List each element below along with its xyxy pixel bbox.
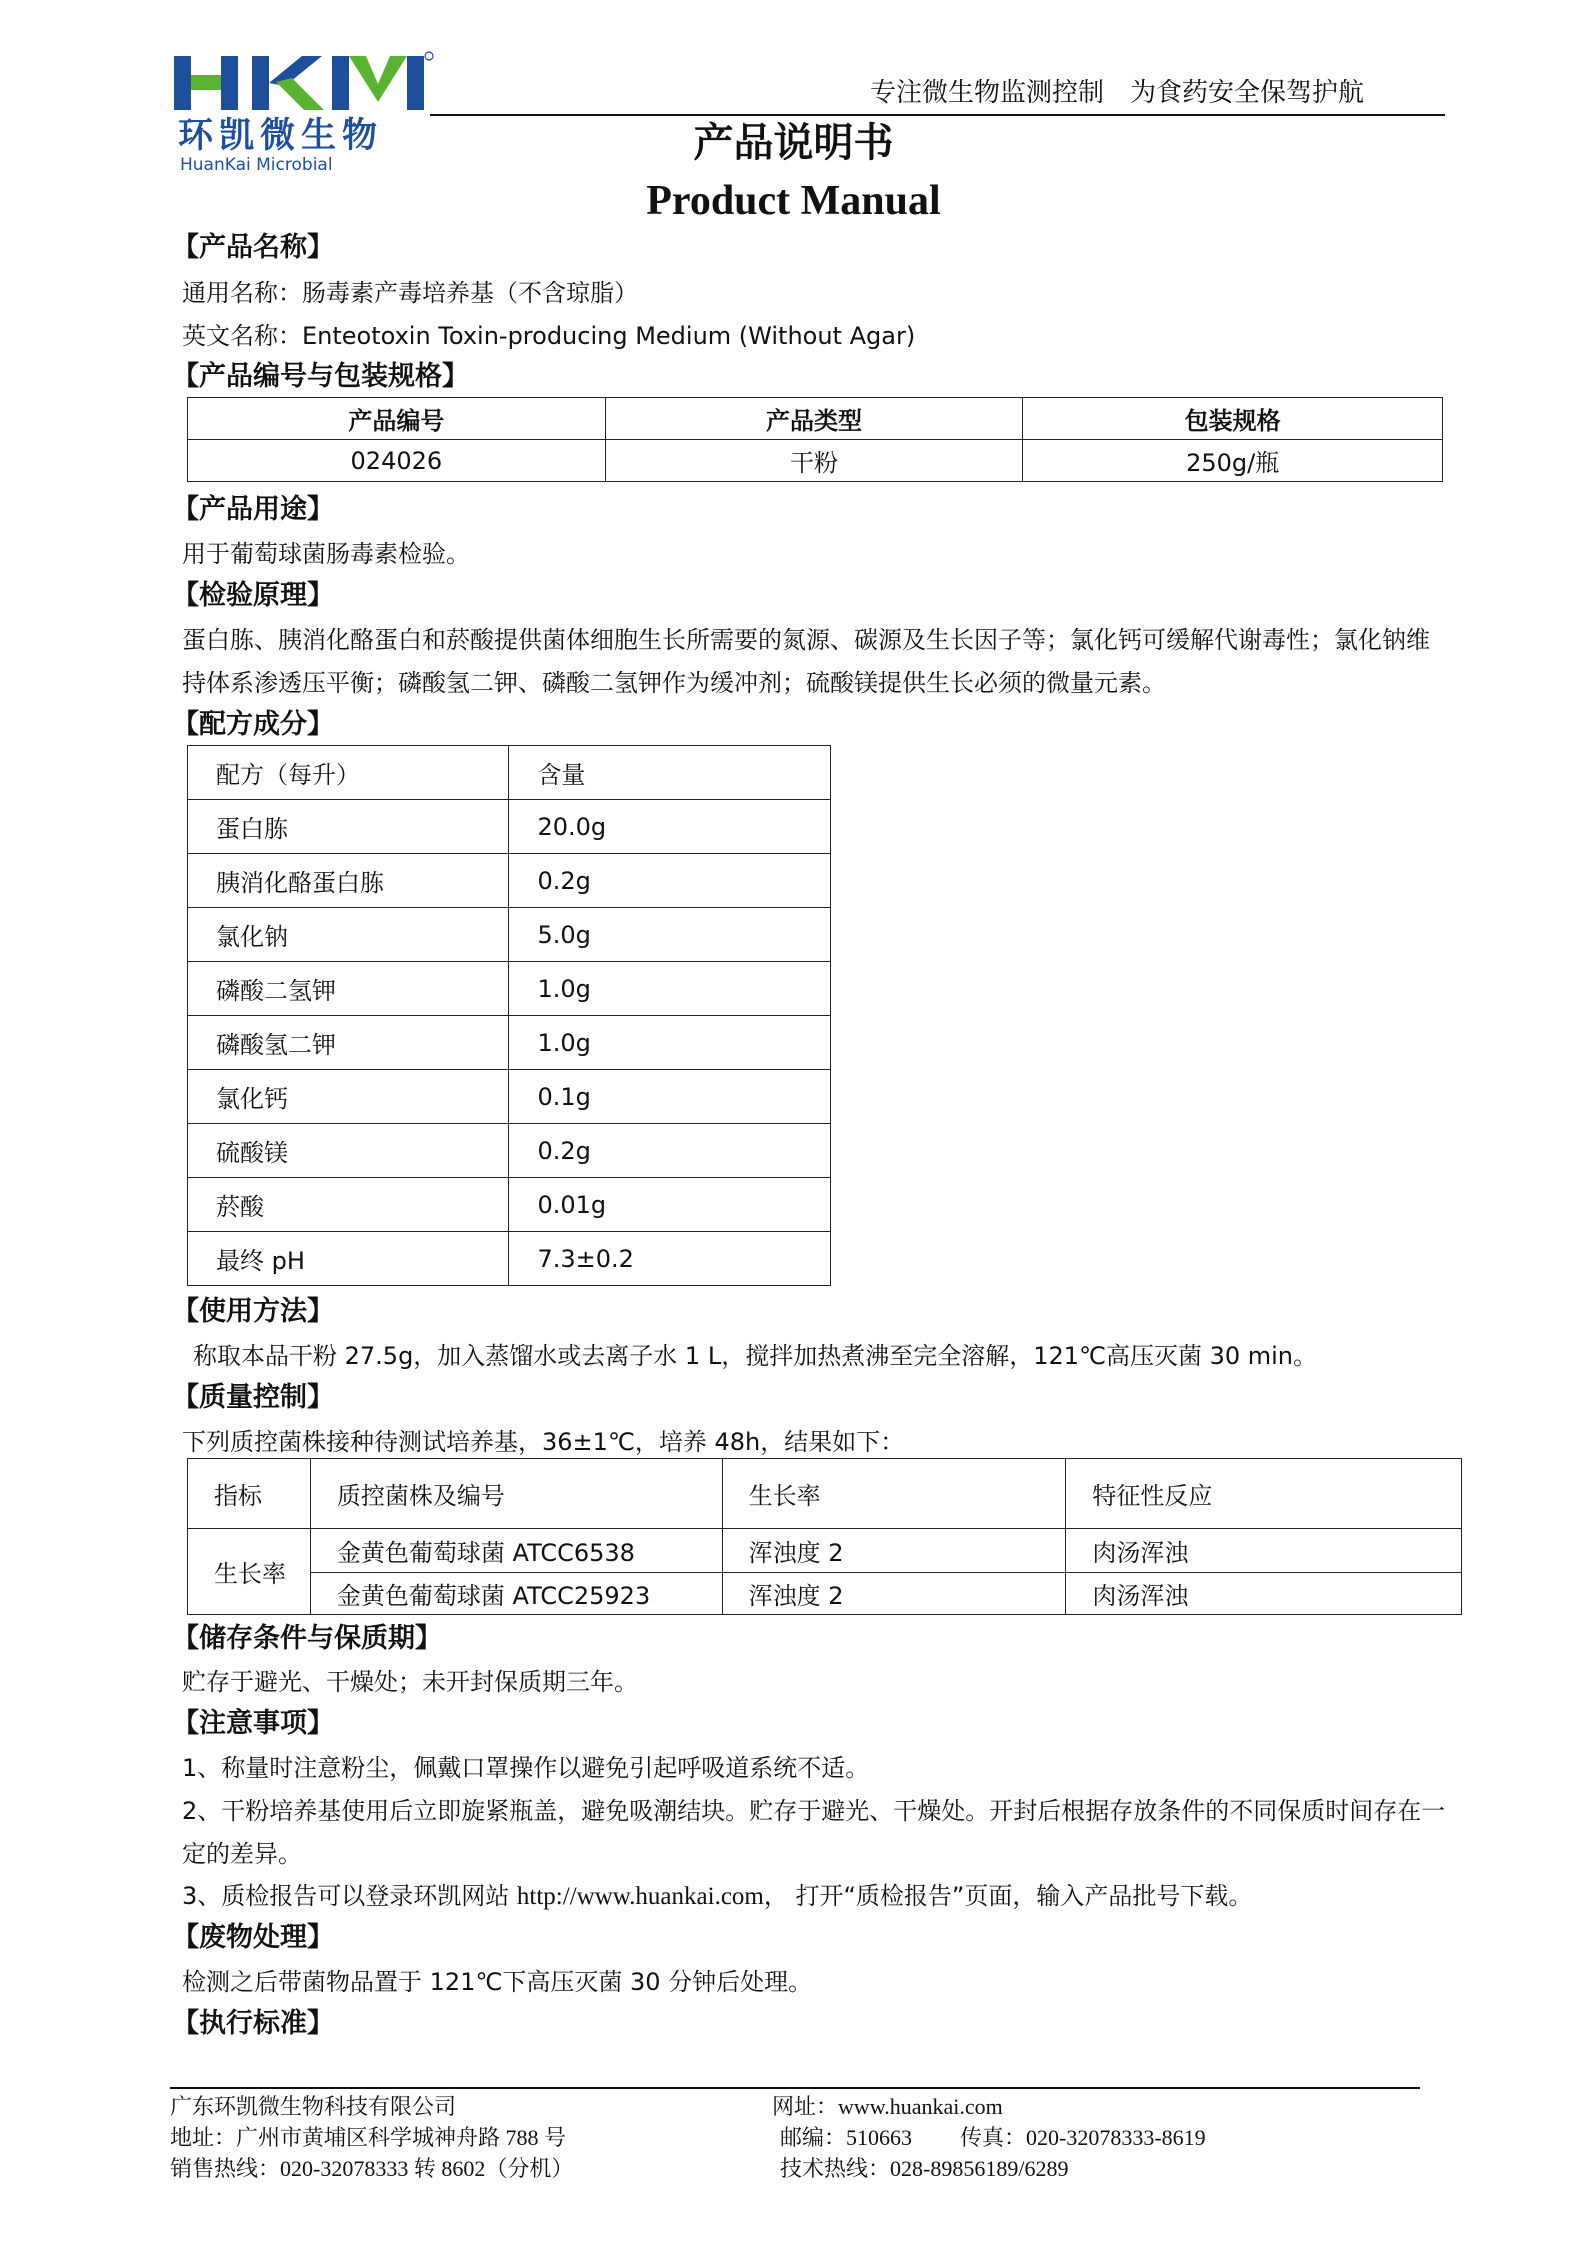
table-header-row	[188, 746, 831, 800]
product-code: 024026	[188, 440, 606, 482]
section-heading-method: 【使用方法】	[172, 1296, 334, 1327]
common-name: 通用名称：肠毒素产毒培养基（不含琼脂）	[182, 279, 638, 307]
table-header-cell: 质控菌株及编号	[310, 1459, 722, 1529]
logo-letter-m-v	[349, 56, 407, 102]
logo-english-name: HuanKai Microbial	[180, 155, 333, 175]
website-link[interactable]: http://www.huankai.com	[516, 1883, 764, 1910]
note-item-3-prefix: 3、质检报告可以登录环凯网站	[182, 1882, 517, 1910]
footer-divider	[170, 2087, 1420, 2089]
qc-table	[187, 1458, 1462, 1615]
ingredient-amount: 0.2g	[509, 1124, 831, 1178]
table-row	[188, 1178, 831, 1232]
ingredient-name: 磷酸氢二钾	[188, 1016, 509, 1070]
table-header-cell: 指标	[188, 1459, 311, 1529]
section-heading-qc: 【质量控制】	[172, 1382, 334, 1413]
logo-letter-m-right	[407, 56, 424, 110]
page-title-cn: 产品说明书	[693, 120, 894, 166]
table-row	[188, 1070, 831, 1124]
ingredient-name: 胰消化酪蛋白胨	[188, 854, 509, 908]
ingredient-amount: 5.0g	[509, 908, 831, 962]
note-item-3-suffix: ， 打开“质检报告”页面，输入产品批号下载。	[763, 1882, 1253, 1910]
note-item-1: 1、称量时注意粉尘，佩戴口罩操作以避免引起呼吸道系统不适。	[182, 1754, 870, 1782]
note-item-2-line-2: 定的差异。	[182, 1840, 302, 1868]
table-header-row	[188, 1459, 1462, 1529]
section-heading-product-name: 【产品名称】	[172, 232, 334, 263]
page-title-en: Product Manual	[646, 178, 941, 224]
table-row	[188, 1016, 831, 1070]
note-item-3	[182, 1879, 1252, 1914]
qc-strain: 金黄色葡萄球菌 ATCC25923	[310, 1573, 722, 1615]
logo-letter-h-right	[221, 56, 238, 110]
table-header-cell: 特征性反应	[1066, 1459, 1462, 1529]
table-row	[188, 1124, 831, 1178]
table-row	[188, 1529, 1462, 1573]
ingredient-name: 最终 pH	[188, 1232, 509, 1286]
table-row	[188, 1573, 1462, 1615]
table-header-cell: 包装规格	[1023, 398, 1443, 440]
method-text: 称取本品干粉 27.5g，加入蒸馏水或去离子水 1 L，搅拌加热煮沸至完全溶解，121℃高压灭菌 30 min。	[193, 1342, 1318, 1370]
section-heading-notes: 【注意事项】	[172, 1708, 334, 1739]
packaging-table	[187, 397, 1443, 482]
ingredient-amount: 20.0g	[509, 800, 831, 854]
waste-text: 检测之后带菌物品置于 121℃下高压灭菌 30 分钟后处理。	[182, 1968, 813, 1996]
ingredient-amount: 1.0g	[509, 1016, 831, 1070]
usage-text: 用于葡萄球菌肠毒素检验。	[182, 540, 470, 568]
ingredient-amount: 1.0g	[509, 962, 831, 1016]
logo-letter-h-left	[174, 56, 191, 110]
qc-group-label: 生长率	[188, 1529, 311, 1615]
qc-reaction: 肉汤浑浊	[1066, 1573, 1462, 1615]
ingredient-name: 氯化钙	[188, 1070, 509, 1124]
section-heading-principle: 【检验原理】	[172, 580, 334, 611]
table-header-cell: 生长率	[722, 1459, 1066, 1529]
table-header-cell: 产品类型	[605, 398, 1023, 440]
ingredient-amount: 0.1g	[509, 1070, 831, 1124]
ingredient-amount: 0.2g	[509, 854, 831, 908]
ingredient-name: 磷酸二氢钾	[188, 962, 509, 1016]
table-header-cell: 含量	[509, 746, 831, 800]
note-item-2-line-1: 2、干粉培养基使用后立即旋紧瓶盖，避免吸潮结块。贮存于避光、干燥处。开封后根据存放条件的不同保质时间存在一	[182, 1797, 1446, 1825]
table-header-row	[188, 398, 1443, 440]
section-heading-waste: 【废物处理】	[172, 1922, 334, 1953]
table-row	[188, 440, 1443, 482]
qc-intro: 下列质控菌株接种待测试培养基，36±1℃，培养 48h，结果如下：	[182, 1428, 905, 1456]
ingredient-name: 菸酸	[188, 1178, 509, 1232]
ingredient-amount: 7.3±0.2	[509, 1232, 831, 1286]
table-row	[188, 1232, 831, 1286]
english-name: 英文名称：Enteotoxin Toxin-producing Medium (Without Agar)	[182, 322, 916, 350]
principle-line-1: 蛋白胨、胰消化酪蛋白和菸酸提供菌体细胞生长所需要的氮源、碳源及生长因子等；氯化钙可缓解代谢毒性；氯化钠维	[182, 626, 1430, 654]
table-row	[188, 962, 831, 1016]
header-divider	[430, 114, 1445, 116]
footer-address: 地址：广州市黄埔区科学城神舟路 788 号	[170, 2125, 567, 2150]
logo-letter-k-stem	[252, 56, 269, 110]
principle-line-2: 持体系渗透压平衡；磷酸氢二钾、磷酸二氢钾作为缓冲剂；硫酸镁提供生长必须的微量元素。	[182, 669, 1166, 697]
logo-chinese-name: 环凯微生物	[178, 116, 384, 156]
formula-table	[187, 745, 831, 1286]
footer-sales-hotline: 销售热线：020-32078333 转 8602（分机）	[170, 2156, 574, 2181]
qc-growth: 浑浊度 2	[722, 1529, 1066, 1573]
ingredient-name: 硫酸镁	[188, 1124, 509, 1178]
header-slogan: 专注微生物监测控制 为食药安全保驾护航	[870, 78, 1365, 108]
table-header-cell: 配方（每升）	[188, 746, 509, 800]
storage-text: 贮存于避光、干燥处；未开封保质期三年。	[182, 1668, 638, 1696]
qc-strain: 金黄色葡萄球菌 ATCC6538	[310, 1529, 722, 1573]
footer-fax: 传真：020-32078333-8619	[960, 2125, 1206, 2150]
footer-postcode: 邮编：510663	[780, 2125, 913, 2150]
ingredient-amount: 0.01g	[509, 1178, 831, 1232]
table-row	[188, 800, 831, 854]
footer-website[interactable]: 网址：www.huankai.com	[772, 2094, 1003, 2119]
logo-letter-h-bar	[191, 75, 221, 90]
registered-mark-icon	[425, 52, 433, 60]
section-heading-formula: 【配方成分】	[172, 709, 334, 740]
section-heading-usage: 【产品用途】	[172, 494, 334, 525]
footer-tech-hotline: 技术热线：028-89856189/6289	[780, 2156, 1069, 2181]
section-heading-packaging: 【产品编号与包装规格】	[172, 361, 469, 392]
ingredient-name: 氯化钠	[188, 908, 509, 962]
product-type: 干粉	[605, 440, 1023, 482]
table-row	[188, 908, 831, 962]
qc-growth: 浑浊度 2	[722, 1573, 1066, 1615]
ingredient-name: 蛋白胨	[188, 800, 509, 854]
footer-company: 广东环凯微生物科技有限公司	[170, 2094, 457, 2119]
table-row	[188, 854, 831, 908]
package-size: 250g/瓶	[1023, 440, 1443, 482]
hkm-logo-mark	[172, 50, 434, 116]
qc-reaction: 肉汤浑浊	[1066, 1529, 1462, 1573]
section-heading-standard: 【执行标准】	[172, 2008, 334, 2039]
logo-letter-m-left	[332, 56, 349, 110]
table-header-cell: 产品编号	[188, 398, 606, 440]
logo-letter-k-leg	[276, 78, 324, 110]
section-heading-storage: 【储存条件与保质期】	[172, 1623, 442, 1654]
